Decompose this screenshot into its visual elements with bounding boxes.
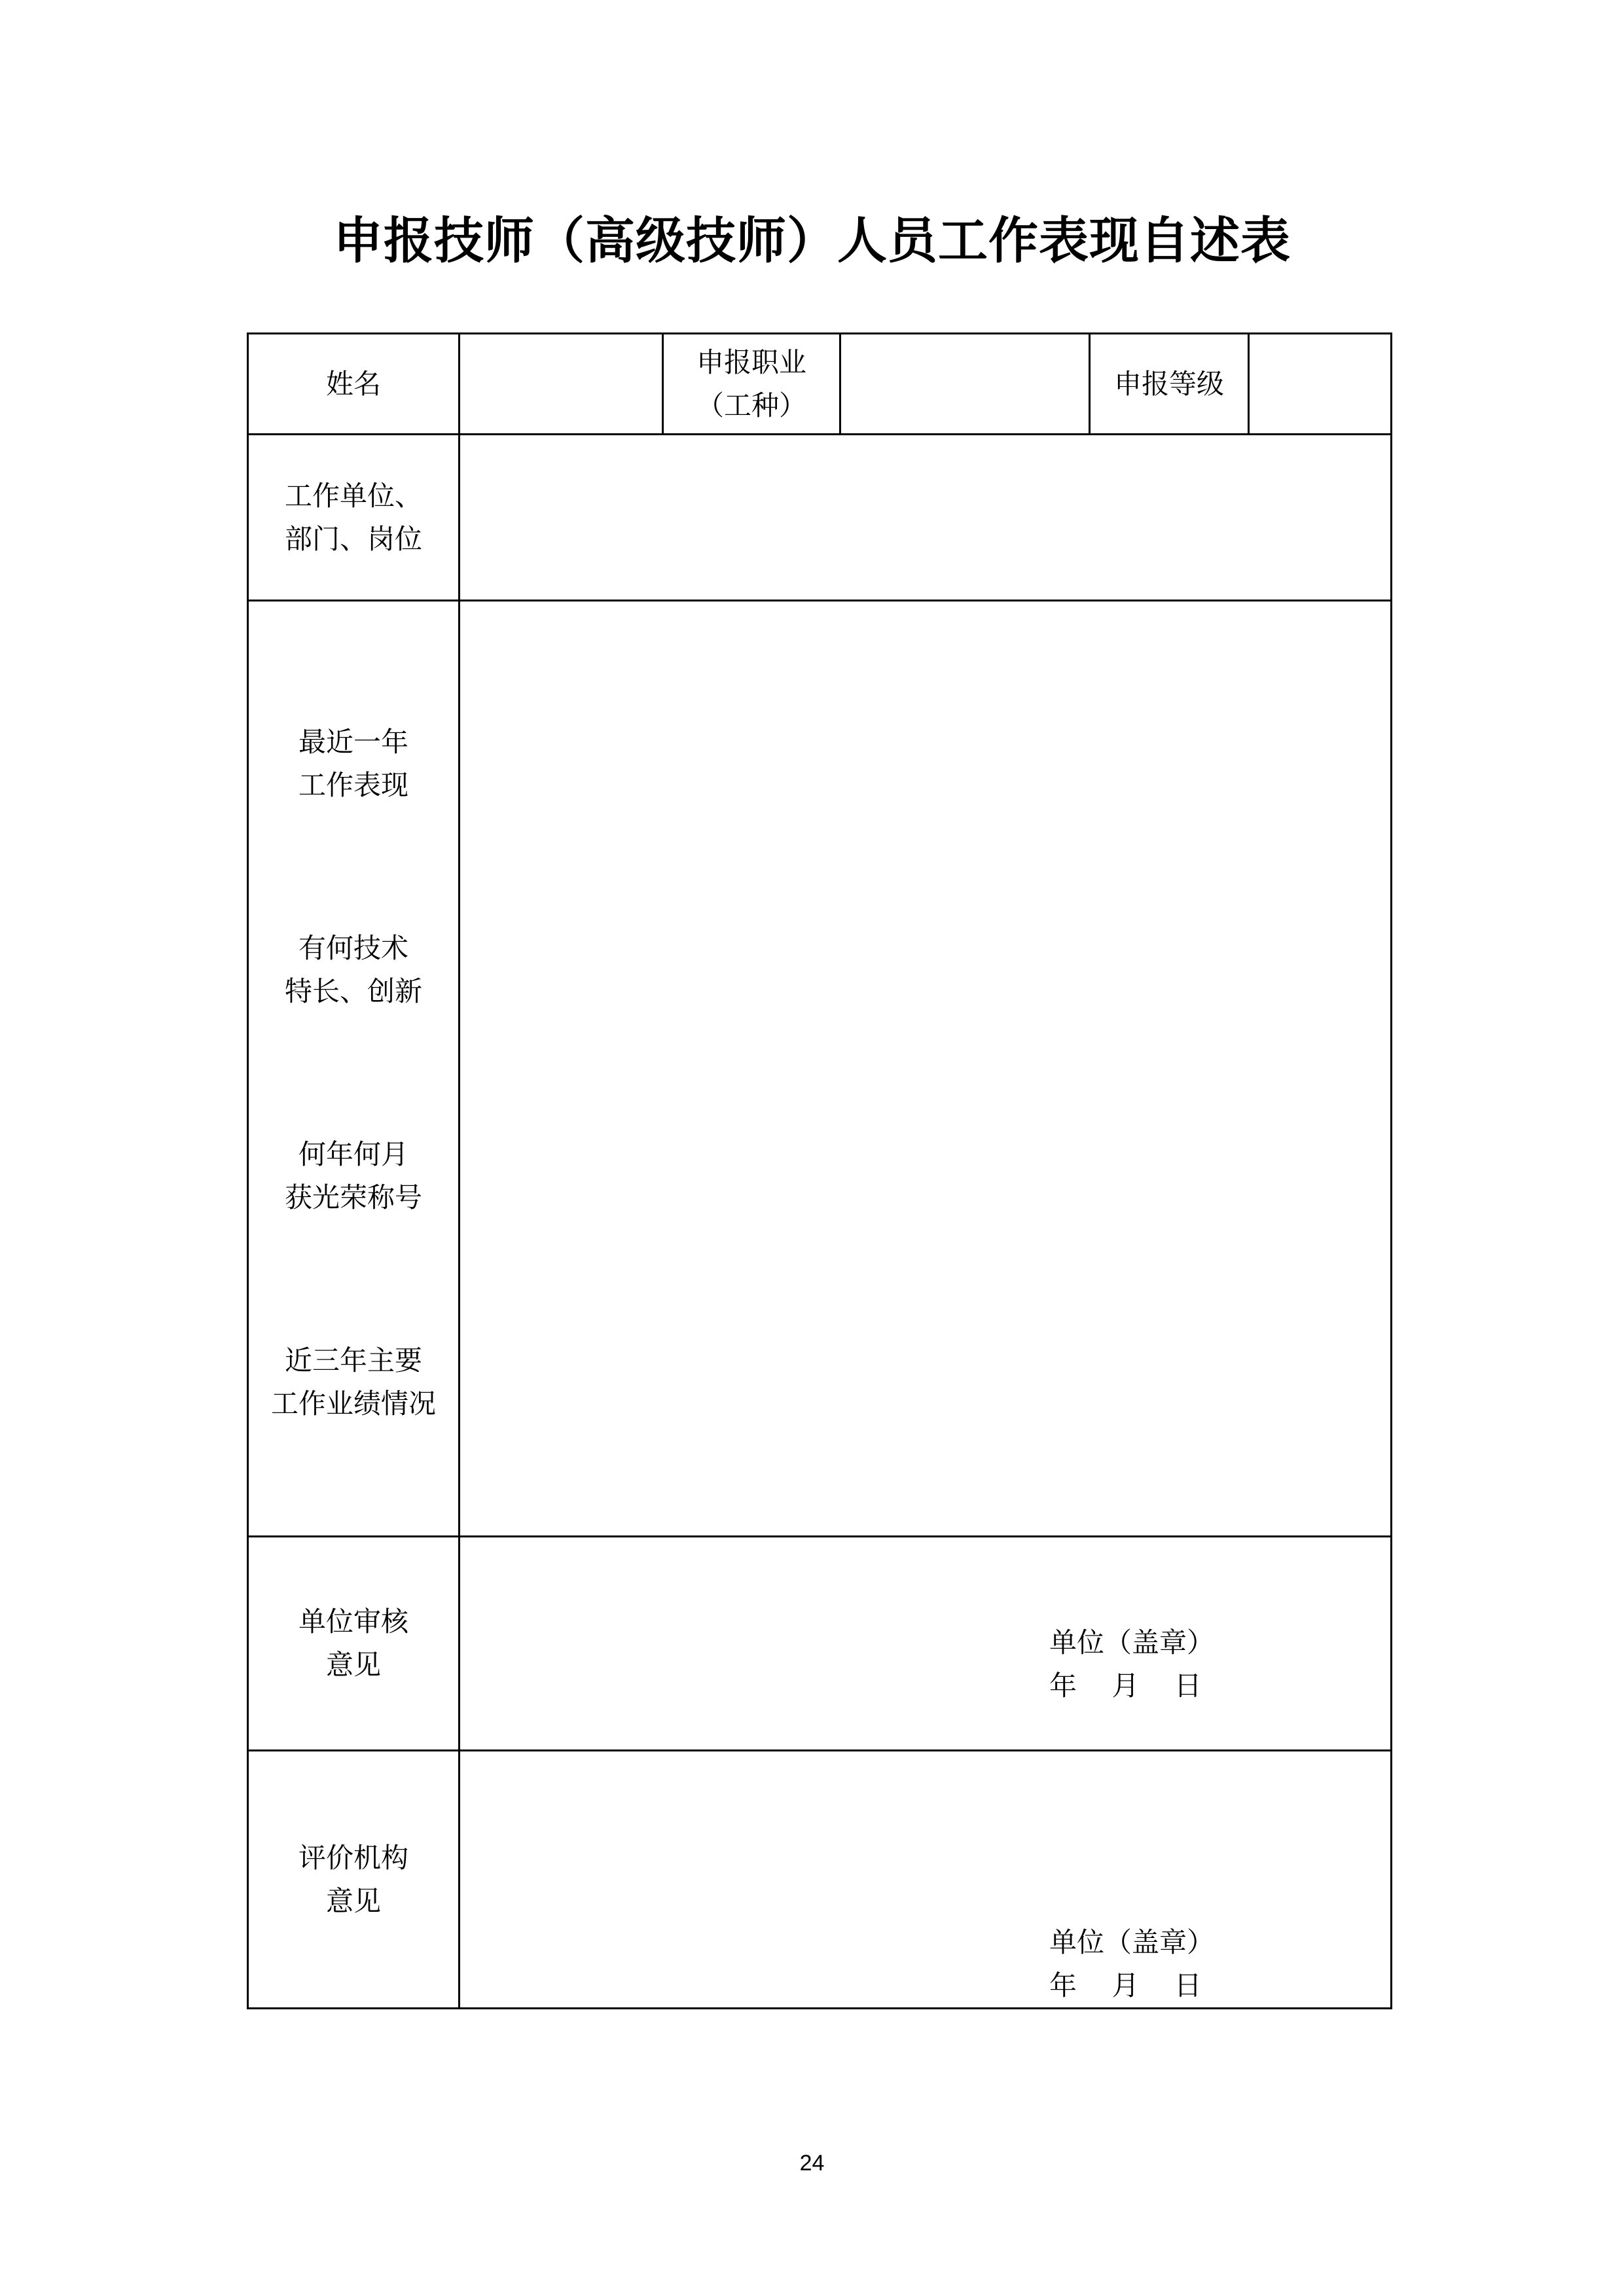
unit-review-label-cell: [248, 1537, 460, 1751]
unit-review-seal: 单位（盖章）: [1049, 1626, 1215, 1659]
unit-review-field[interactable]: [460, 1537, 1392, 1751]
recent-year-label-line1: 最近一年: [298, 726, 408, 758]
skills-label-line1: 有何技术: [298, 932, 408, 964]
occupation-label-cell: [663, 334, 840, 435]
level-label-cell: [1090, 334, 1249, 435]
unit-review-label-line1: 单位审核: [298, 1605, 408, 1638]
honors-label: [249, 1133, 458, 1219]
eval-org-seal-block: [1049, 1921, 1246, 2007]
unit-review-label-line2: 意见: [325, 1649, 381, 1681]
achievements-label-line2: 工作业绩情况: [270, 1388, 436, 1420]
self-statement-form: [247, 332, 1392, 2009]
skills-label-line2: 特长、创新: [284, 975, 422, 1007]
honors-label-line1: 何年何月: [298, 1138, 408, 1170]
page-number: 24: [799, 2151, 825, 2176]
performance-field[interactable]: [460, 601, 1392, 1537]
level-label: 申报等级: [1113, 367, 1224, 400]
name-label: 姓名: [325, 367, 381, 400]
unit-review-seal-block: [1049, 1621, 1246, 1708]
achievements-label-line1: 近三年主要: [284, 1344, 422, 1376]
workplace-label-line1: 工作单位、: [284, 479, 422, 512]
recent-year-label: [249, 721, 458, 807]
workplace-label-cell: [248, 435, 460, 601]
eval-org-date: 年 月 日: [1049, 1969, 1202, 2001]
honors-label-line2: 获光荣称号: [284, 1181, 422, 1213]
name-label-cell: [248, 334, 460, 435]
name-field[interactable]: [460, 334, 663, 435]
recent-year-label-line2: 工作表现: [298, 769, 408, 801]
achievements-label: [249, 1339, 458, 1426]
performance-labels-cell: [248, 601, 460, 1537]
occupation-label-line2: （工种）: [696, 389, 806, 422]
occupation-label-line1: 申报职业: [696, 346, 806, 378]
eval-org-label-cell: [248, 1751, 460, 2009]
occupation-field[interactable]: [840, 334, 1090, 435]
eval-org-label-line2: 意见: [325, 1884, 381, 1917]
eval-org-field[interactable]: [460, 1751, 1392, 2009]
eval-org-seal: 单位（盖章）: [1049, 1926, 1215, 1958]
skills-label: [249, 927, 458, 1013]
unit-review-date: 年 月 日: [1049, 1670, 1202, 1702]
level-field[interactable]: [1249, 334, 1392, 435]
workplace-label-line2: 部门、岗位: [284, 522, 422, 555]
page-title: 申报技师（高级技师）人员工作表现自述表: [333, 211, 1291, 270]
workplace-field[interactable]: [460, 435, 1392, 601]
eval-org-label-line1: 评价机构: [298, 1841, 408, 1874]
